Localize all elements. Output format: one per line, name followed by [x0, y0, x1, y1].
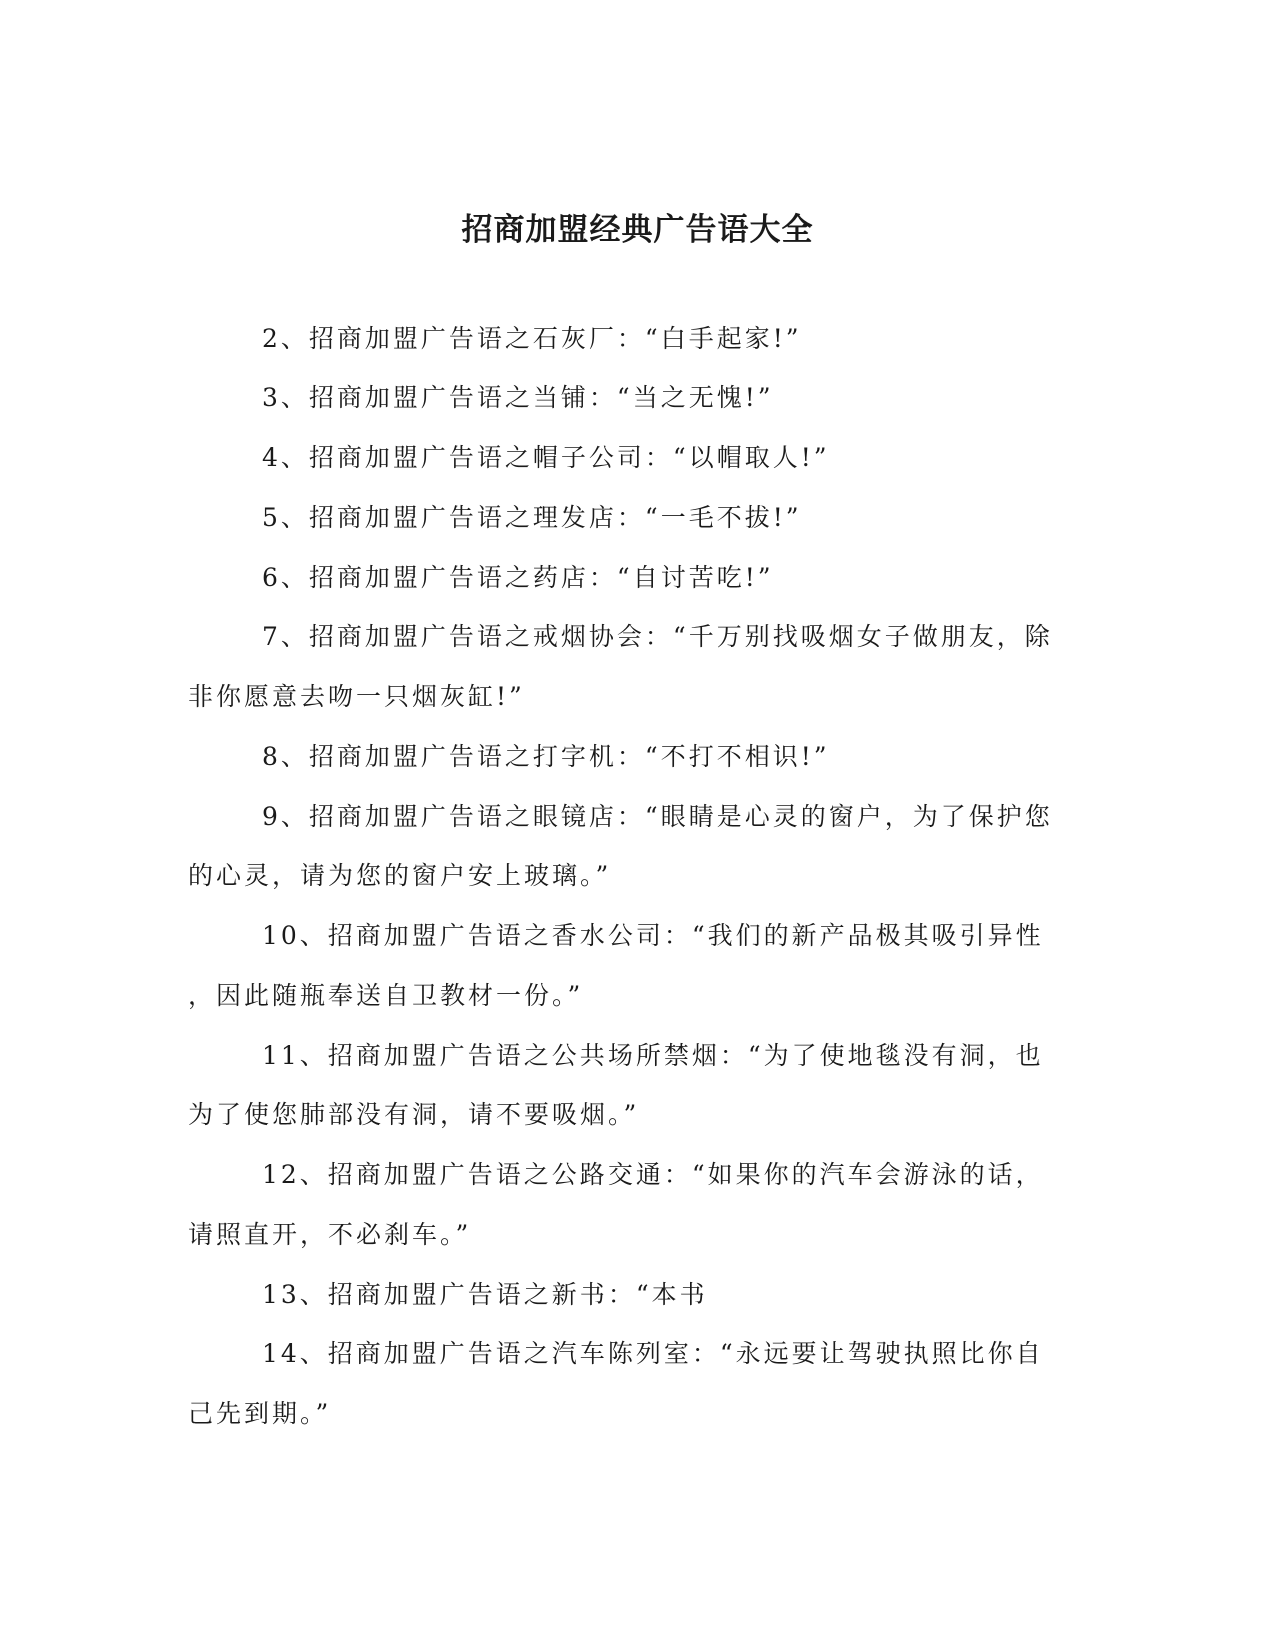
list-item-2: 2、招商加盟广告语之石灰厂：“白手起家!”: [262, 324, 802, 353]
list-item-9: 9、招商加盟广告语之眼镜店：“眼睛是心灵的窗户，为了保护您: [262, 802, 1053, 831]
list-item-4: 4、招商加盟广告语之帽子公司：“以帽取人!”: [262, 443, 830, 472]
list-item-9-continued: 的心灵，请为您的窗户安上玻璃。”: [188, 861, 612, 890]
list-item-7-continued: 非你愿意去吻一只烟灰缸!”: [188, 682, 525, 711]
list-item-10: 10、招商加盟广告语之香水公司：“我们的新产品极其吸引异性: [262, 921, 1044, 950]
list-item-11: 11、招商加盟广告语之公共场所禁烟：“为了使地毯没有洞，也: [262, 1041, 1044, 1070]
list-item-14-continued: 己先到期。”: [188, 1399, 332, 1428]
list-item-14: 14、招商加盟广告语之汽车陈列室：“永远要让驾驶执照比你自: [262, 1339, 1044, 1368]
list-item-12-continued: 请照直开，不必刹车。”: [188, 1220, 472, 1249]
list-item-10-continued: ，因此随瓶奉送自卫教材一份。”: [188, 981, 584, 1010]
list-item-7: 7、招商加盟广告语之戒烟协会：“千万别找吸烟女子做朋友，除: [262, 622, 1053, 651]
list-item-3: 3、招商加盟广告语之当铺：“当之无愧!”: [262, 383, 774, 412]
list-item-8: 8、招商加盟广告语之打字机：“不打不相识!”: [262, 742, 830, 771]
list-item-13: 13、招商加盟广告语之新书：“本书: [262, 1280, 708, 1309]
list-item-5: 5、招商加盟广告语之理发店：“一毛不拔!”: [262, 503, 802, 532]
list-item-6: 6、招商加盟广告语之药店：“自讨苦吃!”: [262, 563, 774, 592]
page-title: 招商加盟经典广告语大全: [461, 212, 814, 248]
list-item-11-continued: 为了使您肺部没有洞，请不要吸烟。”: [188, 1100, 640, 1129]
list-item-12: 12、招商加盟广告语之公路交通：“如果你的汽车会游泳的话，: [262, 1160, 1044, 1189]
